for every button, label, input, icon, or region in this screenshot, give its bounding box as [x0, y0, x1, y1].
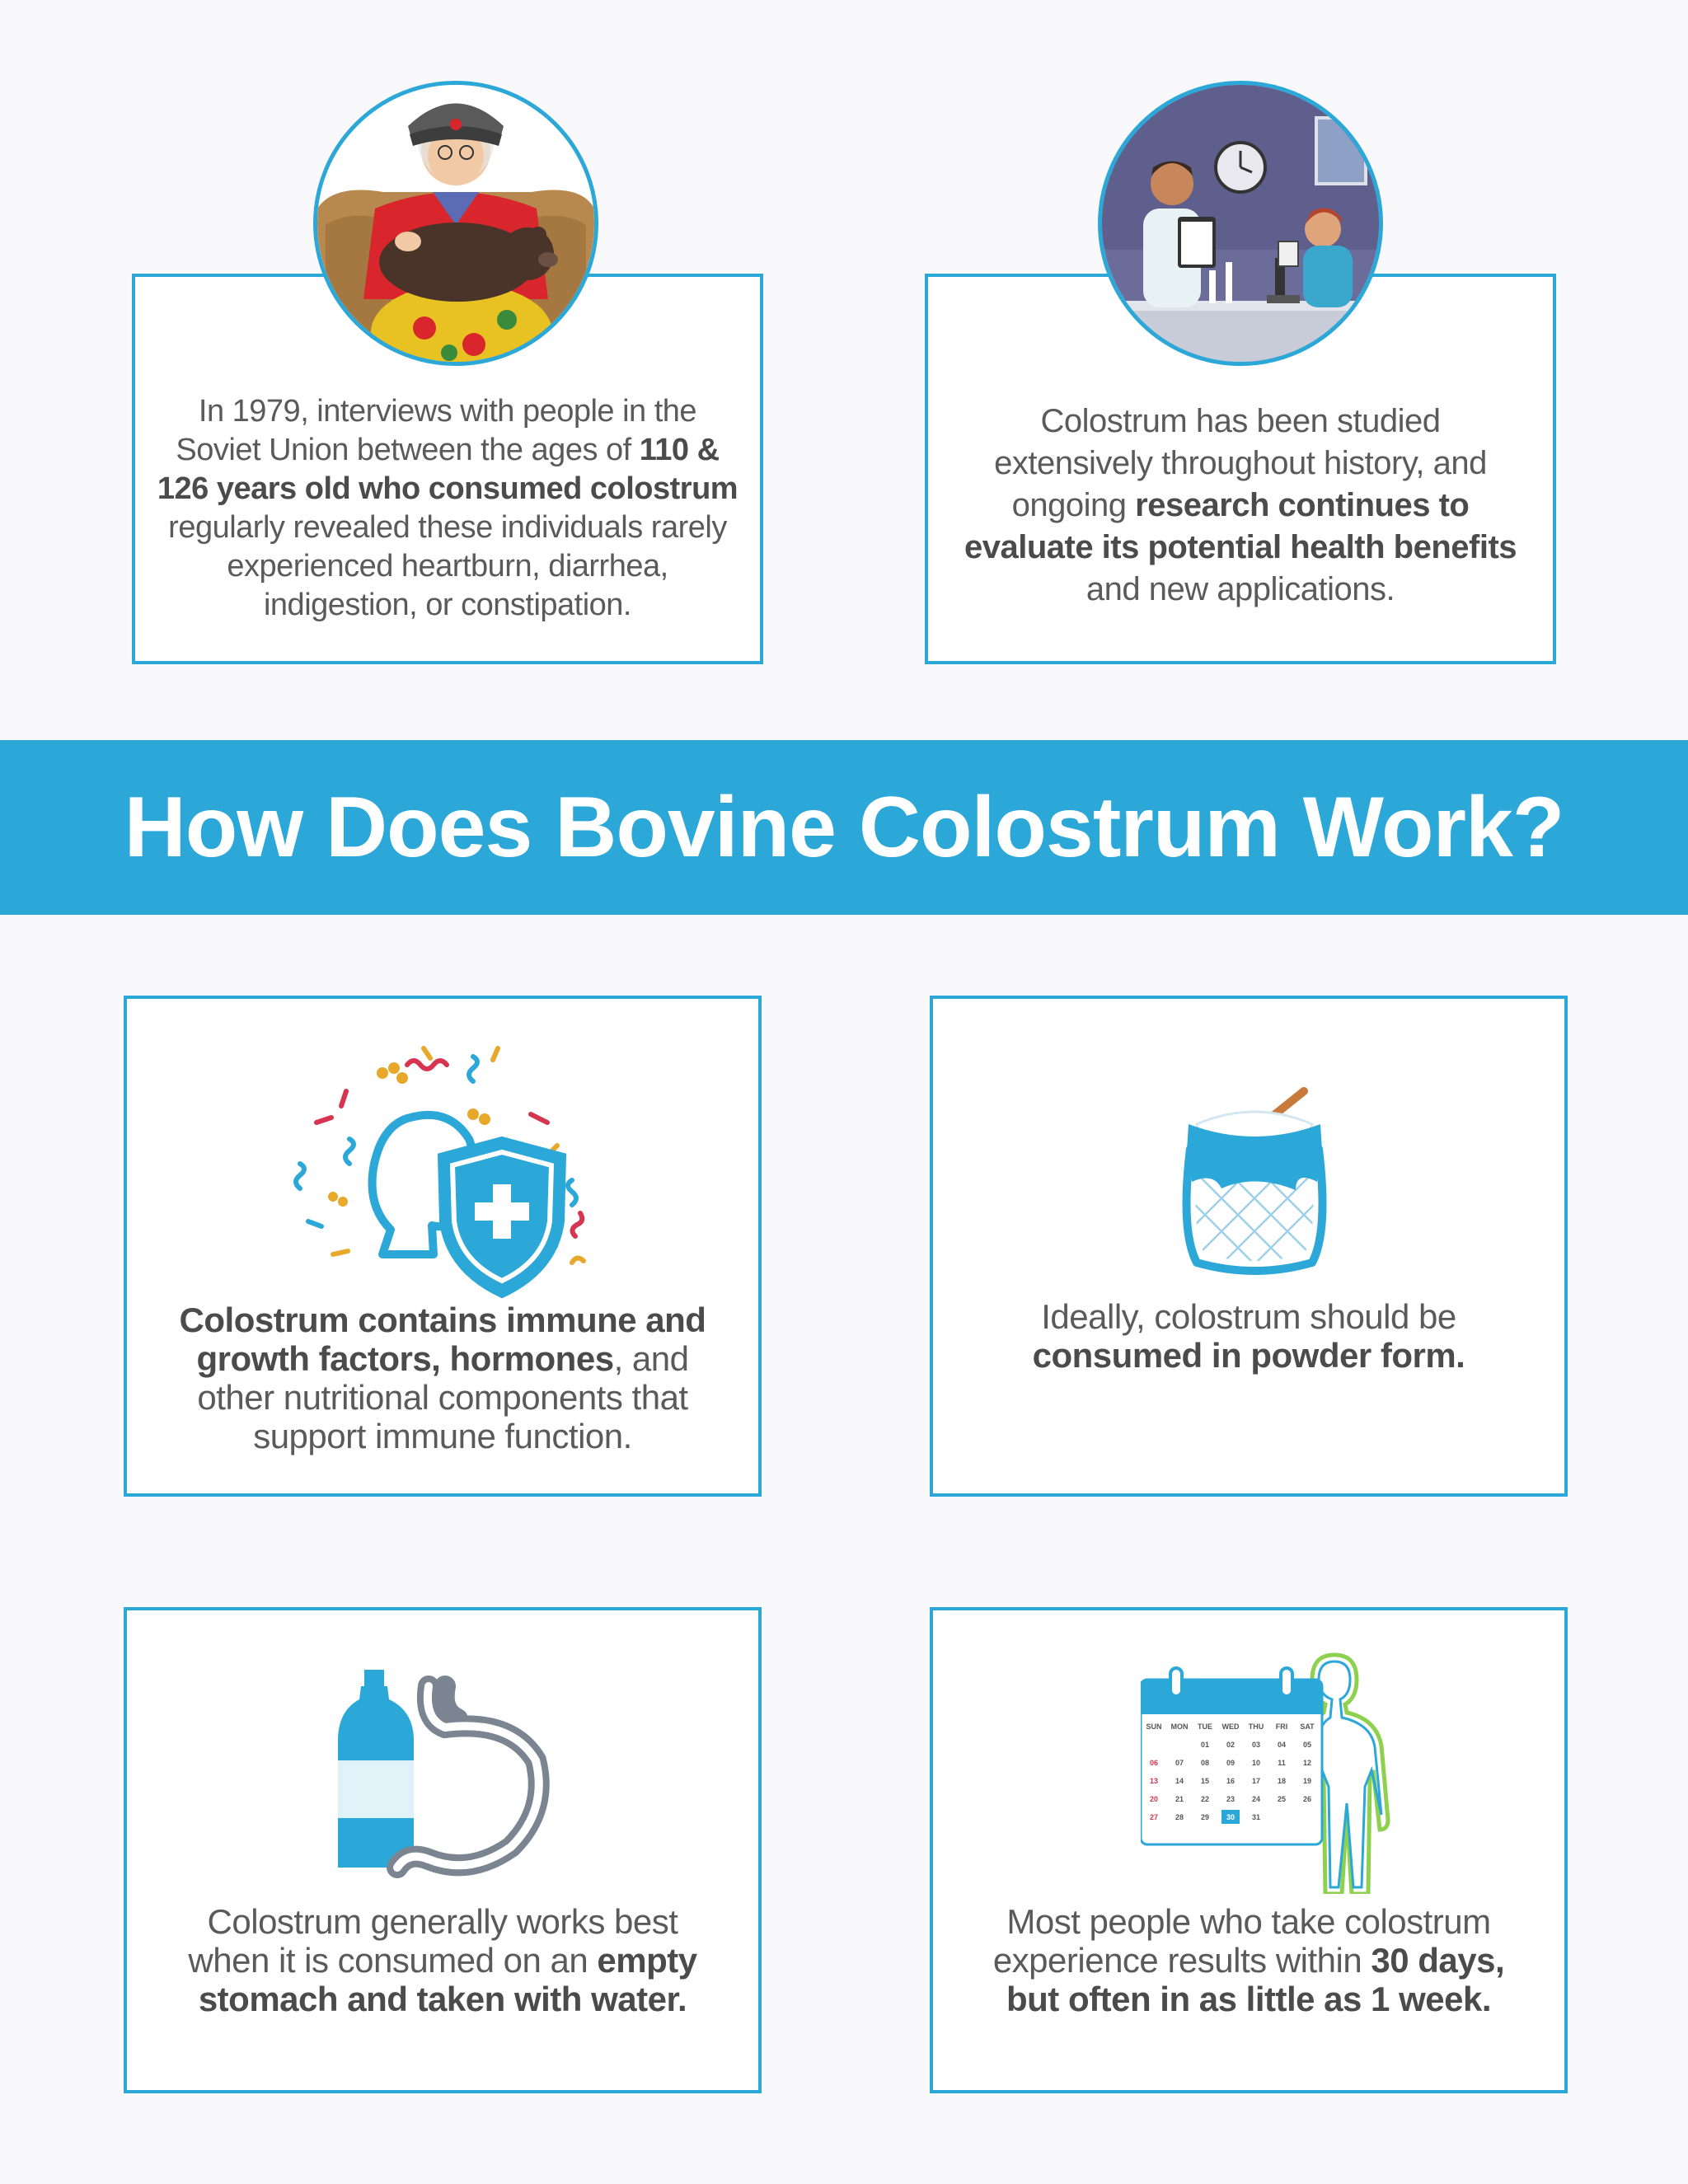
scientists-lab-illustration	[1098, 81, 1383, 366]
calendar-day: 17	[1251, 1777, 1261, 1785]
calendar-header: WED	[1221, 1722, 1240, 1731]
calendar-day: 23	[1226, 1795, 1236, 1803]
calendar-day: 22	[1200, 1795, 1210, 1803]
calendar-day: 24	[1251, 1795, 1261, 1803]
history-card-soviet-text: In 1979, interviews with people in the Soviet Union between the ages of 110 & 126 years old who consumed colostrum regularly revealed these individuals rarely experienced heartburn, diarrhea, indigestion, or constipation.	[157, 394, 738, 622]
calendar-day: 30	[1226, 1813, 1236, 1821]
calendar-day: 21	[1175, 1795, 1184, 1803]
calendar-day: 12	[1302, 1759, 1312, 1767]
calendar-day: 10	[1251, 1759, 1261, 1767]
calendar-day: 20	[1149, 1795, 1159, 1803]
calendar-day: 02	[1226, 1741, 1236, 1749]
immune-shield-icon	[284, 1040, 597, 1320]
powder-bag-icon	[1172, 1066, 1337, 1281]
calendar-day: 01	[1200, 1741, 1210, 1749]
immune-factors-card	[124, 996, 762, 1497]
calendar-day: 19	[1302, 1777, 1312, 1785]
history-card-research-text: Colostrum has been studied extensively throughout history, and ongoing research continues to evaluate its potential health benefits and new applications.	[964, 403, 1517, 607]
calendar-day: 14	[1175, 1777, 1184, 1785]
calendar-day: 03	[1251, 1741, 1261, 1749]
results-timeline-text: Most people who take colostrum experience results within 30 days, but often in as little as 1 week.	[992, 1902, 1505, 2018]
calendar-day: 07	[1175, 1759, 1184, 1767]
results-timeline-card	[930, 1607, 1568, 2093]
empty-stomach-card	[124, 1607, 762, 2093]
powder-form-card	[930, 996, 1568, 1497]
calendar-header: SAT	[1300, 1722, 1315, 1731]
calendar-header: FRI	[1275, 1722, 1288, 1731]
calendar-day: 13	[1149, 1777, 1159, 1785]
banner-title: How Does Bovine Colostrum Work?	[124, 780, 1564, 875]
calendar-day: 06	[1149, 1759, 1159, 1767]
calendar-day: 16	[1226, 1777, 1236, 1785]
calendar-day: 27	[1149, 1813, 1159, 1821]
calendar-day: 26	[1302, 1795, 1312, 1803]
calendar-day: 28	[1175, 1813, 1184, 1821]
calendar-header: TUE	[1198, 1722, 1212, 1731]
grandmother-with-bear-illustration	[313, 81, 598, 366]
calendar-day: 25	[1277, 1795, 1287, 1803]
calendar-day: 29	[1200, 1813, 1210, 1821]
calendar-day: 18	[1277, 1777, 1287, 1785]
calendar-day: 31	[1251, 1813, 1261, 1821]
calendar-day: 08	[1200, 1759, 1210, 1767]
calendar-day: 15	[1200, 1777, 1210, 1785]
water-stomach-icon	[338, 1670, 552, 1884]
empty-stomach-text: Colostrum generally works best when it is consumed on an empty stomach and taken with water.	[188, 1902, 697, 2018]
immune-factors-text: Colostrum contains immune and growth factors, hormones, and other nutritional components that support immune function.	[179, 1301, 706, 1455]
section-banner	[0, 740, 1688, 915]
calendar-day: 09	[1226, 1759, 1236, 1767]
calendar-header: SUN	[1146, 1722, 1162, 1731]
calendar-header: MON	[1170, 1722, 1189, 1731]
calendar-day: 05	[1302, 1741, 1312, 1749]
calendar-body-icon	[1141, 1647, 1404, 1894]
calendar-day: 04	[1277, 1741, 1287, 1749]
calendar-day: 11	[1278, 1759, 1286, 1767]
calendar-header: THU	[1248, 1722, 1264, 1731]
powder-form-text: Ideally, colostrum should be consumed in powder form.	[1032, 1297, 1465, 1375]
